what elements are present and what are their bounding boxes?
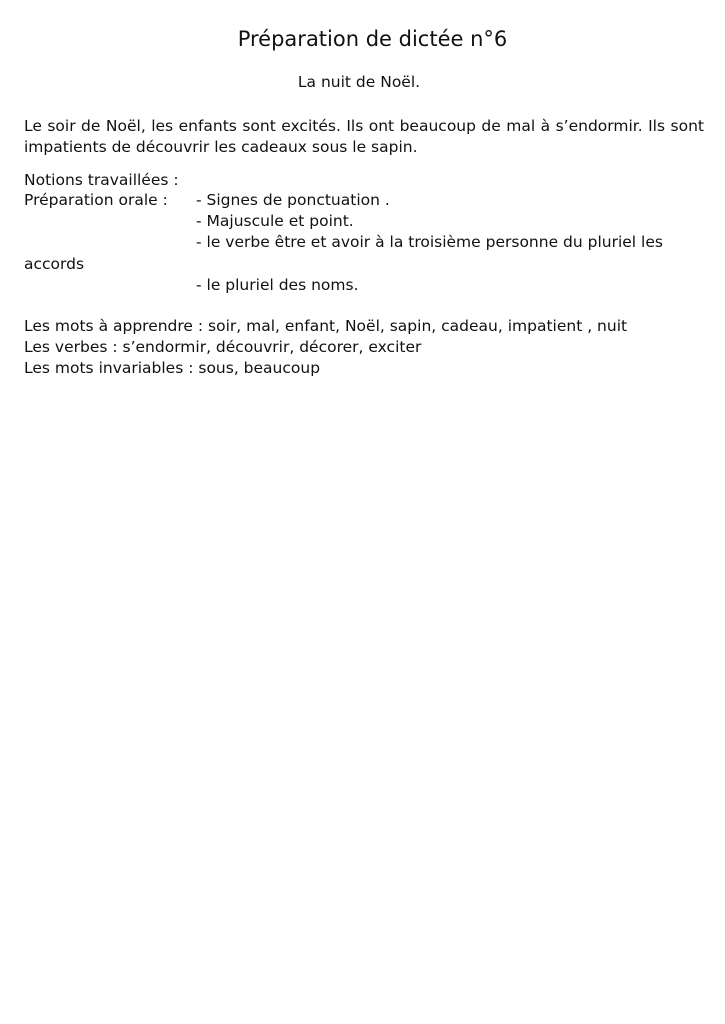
dictation-text: Le soir de Noël, les enfants sont excités. Ils ont beaucoup de mal à s’endormir. Ils sont impatients de découvrir les cadeaux sous le sapin. [24, 117, 704, 156]
oral-preparation-label: Préparation orale : [24, 191, 168, 209]
notion-item: - le pluriel des noms. [196, 276, 359, 294]
verbs-to-learn: Les verbes : s’endormir, découvrir, décorer, exciter [24, 338, 422, 356]
notions-heading: Notions travaillées : [24, 171, 179, 189]
page-title: Préparation de dictée n°6 [237, 27, 508, 51]
notion-item: - le verbe être et avoir à la troisième personne du pluriel les [196, 233, 663, 251]
dictation-subtitle: La nuit de Noël. [297, 73, 421, 91]
invariable-words: Les mots invariables : sous, beaucoup [24, 359, 321, 377]
notion-item: - Majuscule et point. [196, 212, 354, 230]
notion-item: - Signes de ponctuation . [196, 191, 390, 209]
notion-item-continuation: accords [24, 255, 85, 273]
words-to-learn: Les mots à apprendre : soir, mal, enfant, Noël, sapin, cadeau, impatient , nuit [24, 317, 628, 335]
